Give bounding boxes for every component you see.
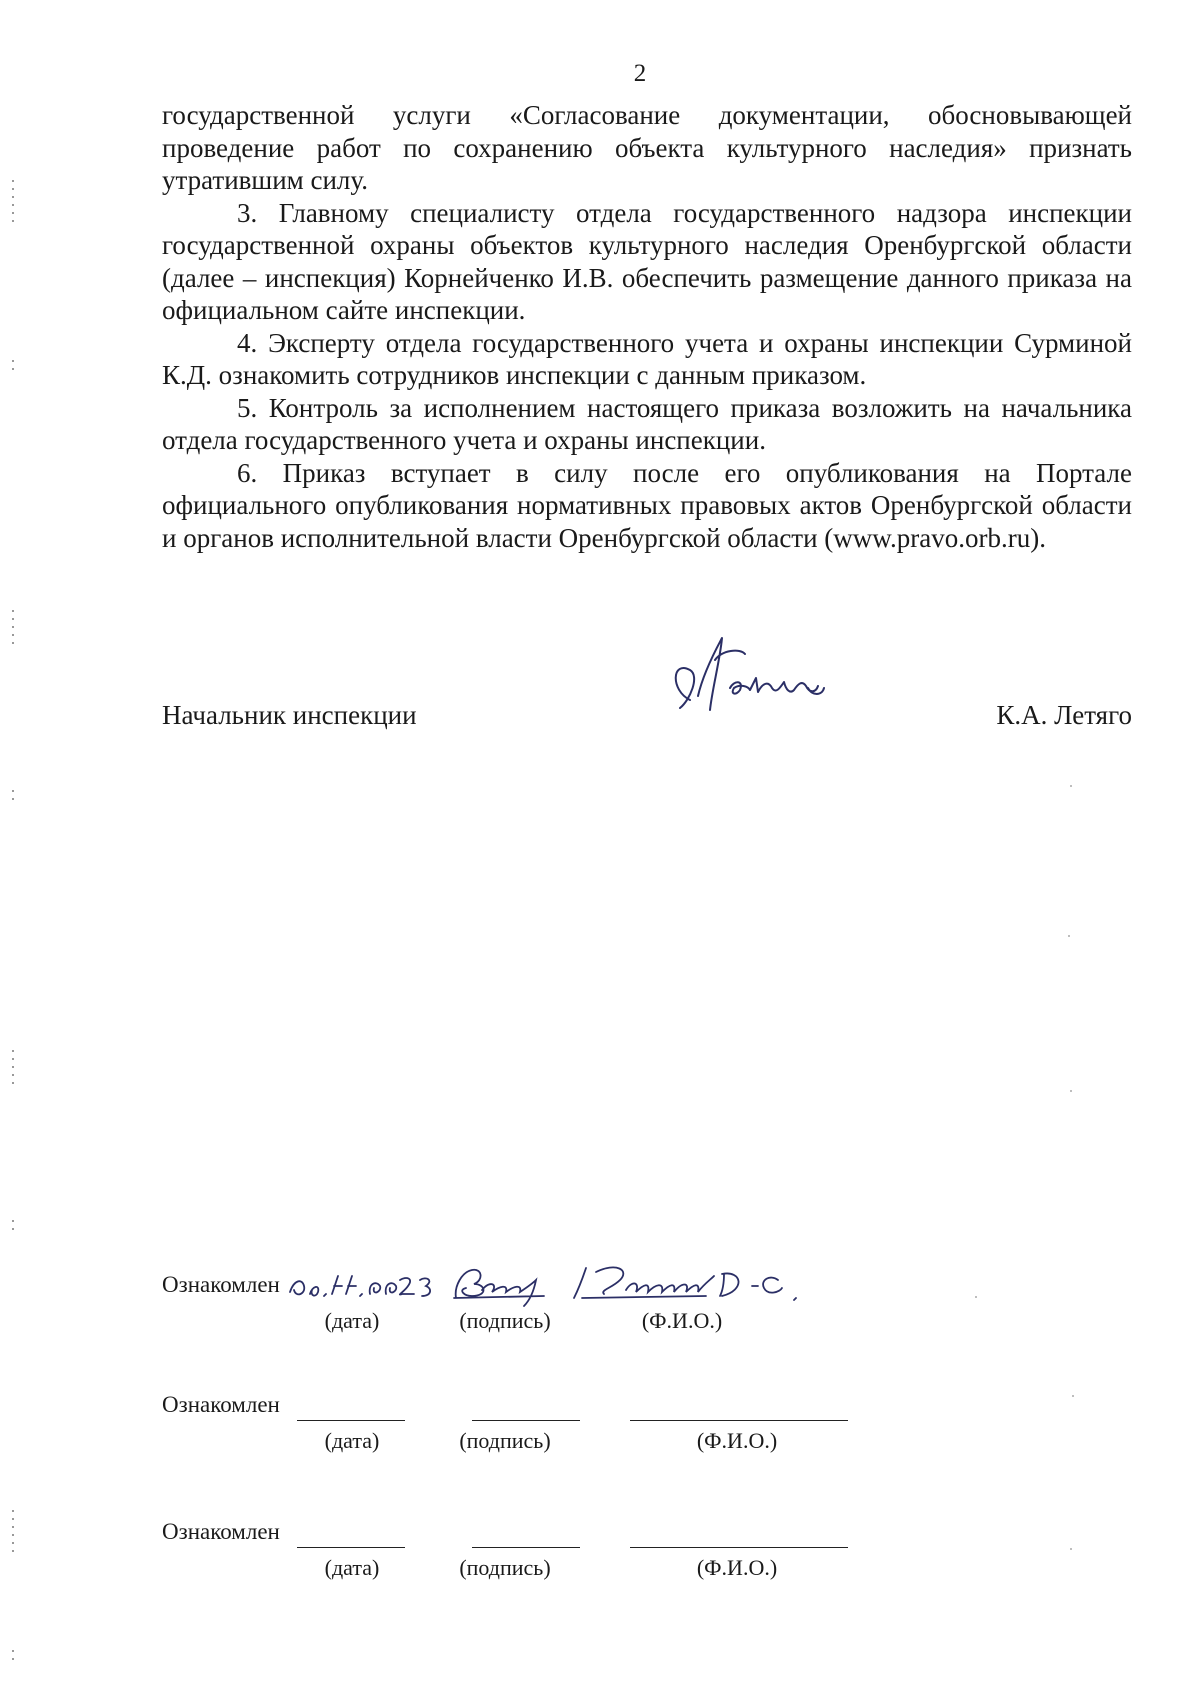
acknowledgement-row bbox=[162, 1392, 1062, 1462]
paragraph-item-5: 5. Контроль за исполнением настоящего приказа возложить на начальника отдела государственного учета и охраны инспекции. bbox=[162, 392, 1132, 455]
signature-caption: (подпись) bbox=[459, 1308, 551, 1333]
scan-speck bbox=[1068, 935, 1070, 937]
scan-artifact-dots bbox=[12, 1220, 18, 1236]
scan-speck bbox=[1072, 1395, 1074, 1397]
document-body bbox=[162, 99, 1132, 554]
signature-line[interactable] bbox=[472, 1420, 580, 1421]
signatory-name: К.А. Летяго bbox=[996, 700, 1132, 730]
scan-artifact-dots bbox=[12, 1510, 18, 1558]
signature-caption: (подпись) bbox=[459, 1555, 551, 1580]
signature-caption: (подпись) bbox=[459, 1428, 551, 1453]
acknowledgement-label: Ознакомлен bbox=[162, 1519, 280, 1544]
scan-artifact-dots bbox=[12, 1050, 18, 1090]
scan-speck bbox=[1070, 1090, 1072, 1092]
paragraph-item-4: 4. Эксперту отдела государственного учета и охраны инспекции Сурминой К.Д. ознакомить сотрудников инспекции с данным приказом. bbox=[162, 327, 1132, 390]
paragraph-item-6: 6. Приказ вступает в силу после его опубликования на Портале официального опубликования нормативных правовых актов Оренбургской области и органов исполнительной власти Оренбургской области (www.pravo.orb.ru). bbox=[162, 457, 1132, 553]
date-line[interactable] bbox=[297, 1420, 405, 1421]
scan-artifact-dots bbox=[12, 360, 18, 376]
date-caption: (дата) bbox=[324, 1555, 380, 1580]
name-line[interactable] bbox=[630, 1547, 848, 1548]
acknowledgement-row bbox=[162, 1519, 1062, 1589]
scan-artifact-dots bbox=[12, 610, 18, 650]
name-caption: (Ф.И.О.) bbox=[641, 1308, 723, 1333]
date-caption: (дата) bbox=[324, 1308, 380, 1333]
scan-speck bbox=[1070, 1548, 1072, 1550]
signature-line[interactable] bbox=[472, 1547, 580, 1548]
acknowledgement-label: Ознакомлен bbox=[162, 1392, 280, 1417]
paragraph-continuation: государственной услуги «Согласование документации, обосновывающей проведение работ по сохранению объекта культурного наследия» признать утратившим силу. bbox=[162, 100, 1132, 195]
acknowledgement-label: Ознакомлен bbox=[162, 1272, 280, 1297]
name-line[interactable] bbox=[630, 1420, 848, 1421]
acknowledgement-row bbox=[162, 1272, 1062, 1342]
date-line[interactable] bbox=[297, 1547, 405, 1548]
signatory-position: Начальник инспекции bbox=[162, 700, 417, 730]
name-caption: (Ф.И.О.) bbox=[696, 1555, 778, 1580]
paragraph-item-3: 3. Главному специалисту отдела государственного надзора инспекции государственной охраны объектов культурного наследия Оренбургской области (далее – инспекция) Корнейченко И.В. обеспечить размещение данного приказа на официальном сайте инспекции. bbox=[162, 197, 1132, 325]
scan-speck bbox=[975, 1296, 977, 1298]
acknowledgement-handwriting bbox=[286, 1250, 826, 1310]
scan-artifact-dots bbox=[12, 790, 18, 806]
signature-block bbox=[162, 700, 1132, 740]
scan-artifact-dots bbox=[12, 1650, 18, 1666]
scan-speck bbox=[1070, 785, 1072, 787]
page-number: 2 bbox=[633, 60, 647, 87]
date-caption: (дата) bbox=[324, 1428, 380, 1453]
scan-artifact-dots bbox=[12, 180, 18, 228]
name-caption: (Ф.И.О.) bbox=[696, 1428, 778, 1453]
